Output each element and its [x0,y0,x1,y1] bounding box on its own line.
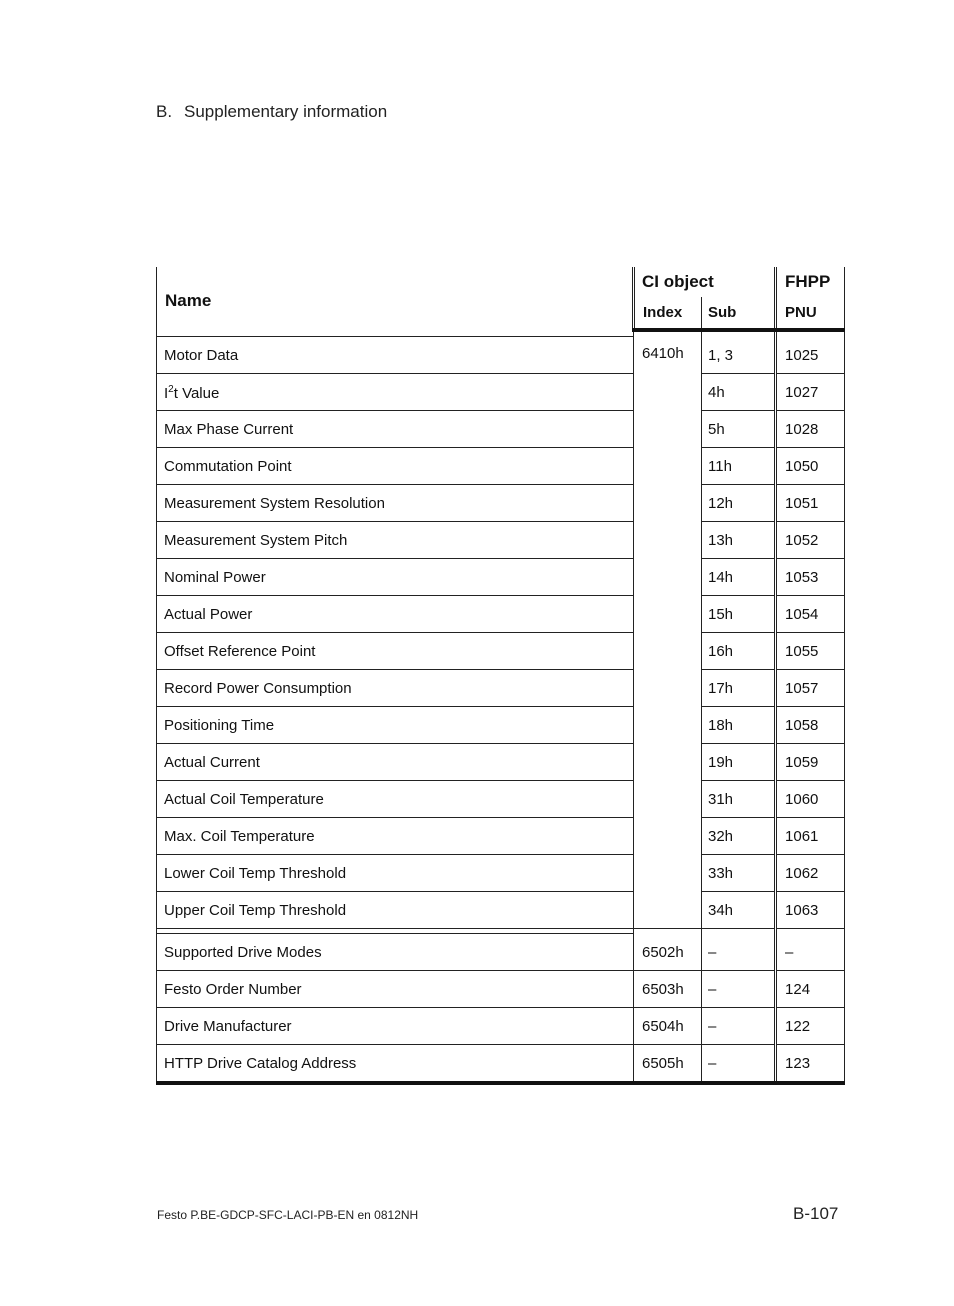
ci-sub: – [702,1044,776,1083]
table-row [157,447,845,484]
col-header-index: Index [634,297,702,330]
ci-sub: 16h [702,632,776,669]
fhpp-pnu: 123 [776,1044,845,1083]
param-name: Max Phase Current [157,410,634,447]
fhpp-pnu: 1060 [776,780,845,817]
ci-sub: 5h [702,410,776,447]
table-row [157,336,845,373]
param-name: Actual Power [157,595,634,632]
table-row [157,743,845,780]
param-name: HTTP Drive Catalog Address [157,1044,634,1083]
fhpp-pnu: 1063 [776,891,845,928]
ci-index: 6505h [634,1044,702,1083]
page-number: B-107 [793,1204,839,1223]
param-name: Offset Reference Point [157,632,634,669]
ci-sub: 18h [702,706,776,743]
param-name: Supported Drive Modes [157,933,634,970]
table-row [157,595,845,632]
ci-index: 6502h [634,933,702,970]
col-header-ci-object: CI object [634,267,776,297]
ci-sub: 15h [702,595,776,632]
ci-sub: 14h [702,558,776,595]
table-row [157,373,845,410]
param-name: Measurement System Pitch [157,521,634,558]
document-reference: Festo P.BE-GDCP-SFC-LACI-PB-EN en 0812NH [157,1208,419,1222]
param-name: Actual Coil Temperature [157,780,634,817]
fhpp-pnu: 1027 [776,373,845,410]
param-name-superscript: 2 [168,383,174,395]
ci-sub: 34h [702,891,776,928]
col-header-sub: Sub [702,297,776,330]
table-row [157,484,845,521]
fhpp-pnu: 1062 [776,854,845,891]
table-row [157,854,845,891]
table-row [157,933,845,970]
fhpp-pnu: 1058 [776,706,845,743]
col-header-fhpp: FHPP [776,267,845,297]
fhpp-pnu: 1055 [776,632,845,669]
ci-sub: – [702,1007,776,1044]
ci-index: 6504h [634,1007,702,1044]
fhpp-pnu: 1050 [776,447,845,484]
col-header-name: Name [157,267,634,330]
table-header-row [157,267,845,297]
fhpp-pnu: 1028 [776,410,845,447]
table-row [157,669,845,706]
section-letter: B. [156,102,173,121]
table-row [157,891,845,928]
table-row [157,1007,845,1044]
param-name: Max. Coil Temperature [157,817,634,854]
param-name [157,373,634,410]
ci-sub: 33h [702,854,776,891]
table-row [157,521,845,558]
table-row [157,817,845,854]
ci-sub: 32h [702,817,776,854]
fhpp-pnu: 1061 [776,817,845,854]
group-identification [157,933,845,1083]
fhpp-pnu: 122 [776,1007,845,1044]
section-title: Supplementary information [184,102,388,121]
param-name: Upper Coil Temp Threshold [157,891,634,928]
param-name: Motor Data [157,336,634,373]
table-row [157,1044,845,1083]
ci-sub: 19h [702,743,776,780]
ci-sub: – [702,970,776,1007]
ci-sub: 31h [702,780,776,817]
ci-index: 6503h [634,970,702,1007]
ci-index: 6410h [634,336,702,928]
fhpp-pnu: 1054 [776,595,845,632]
fhpp-pnu: – [776,933,845,970]
ci-sub: 4h [702,373,776,410]
table-row [157,706,845,743]
fhpp-pnu: 1052 [776,521,845,558]
table-row [157,410,845,447]
ci-sub: 17h [702,669,776,706]
fhpp-pnu: 1053 [776,558,845,595]
param-name: Lower Coil Temp Threshold [157,854,634,891]
param-name: Actual Current [157,743,634,780]
table-row [157,558,845,595]
param-name-prefix: I [164,384,169,402]
table-row [157,632,845,669]
param-name: Drive Manufacturer [157,1007,634,1044]
group-6410h [157,336,845,928]
param-name: Positioning Time [157,706,634,743]
param-name: Festo Order Number [157,970,634,1007]
fhpp-pnu: 124 [776,970,845,1007]
param-name-suffix: t Value [173,384,220,402]
ci-sub: 13h [702,521,776,558]
ci-sub: – [702,933,776,970]
ci-sub: 1, 3 [702,336,776,373]
table-row [157,970,845,1007]
ci-sub: 11h [702,447,776,484]
param-name: Commutation Point [157,447,634,484]
fhpp-pnu: 1057 [776,669,845,706]
param-name: Record Power Consumption [157,669,634,706]
param-name: Measurement System Resolution [157,484,634,521]
parameter-table [156,267,845,1085]
fhpp-pnu: 1025 [776,336,845,373]
table-row [157,780,845,817]
col-header-pnu: PNU [776,297,845,330]
section-heading [156,102,387,122]
fhpp-pnu: 1051 [776,484,845,521]
fhpp-pnu: 1059 [776,743,845,780]
param-name: Nominal Power [157,558,634,595]
ci-sub: 12h [702,484,776,521]
